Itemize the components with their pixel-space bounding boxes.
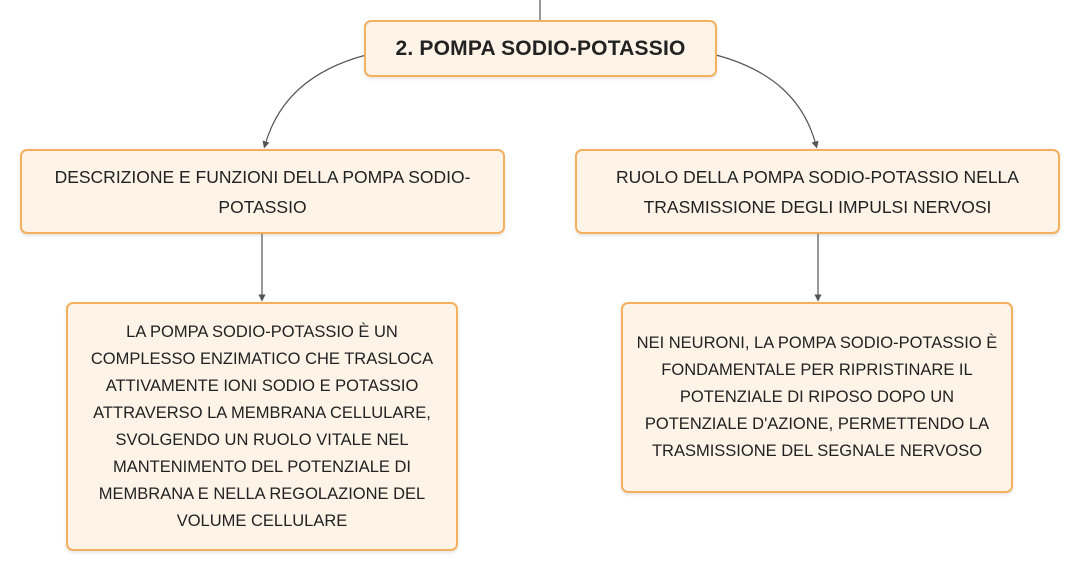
- root-node-label: 2. POMPA SODIO-POTASSIO: [395, 36, 686, 60]
- connector-root-to-branch-1: [265, 55, 366, 145]
- branch-node-description-label: DESCRIZIONE E FUNZIONI DELLA POMPA SODIO-POTASSIO: [54, 166, 471, 217]
- detail-node-nerve-impulse-role-text: NEI NEURONI, LA POMPA SODIO-POTASSIO È FONDAMENTALE PER RIPRISTINARE IL POTENZIALE DI RIPOSO DOPO UN POTENZIALE D'AZIONE, PERMETTENDO LA TRASMISSIONE DEL SEGNALE NERVOSO: [636, 334, 998, 460]
- detail-node-description-text: LA POMPA SODIO-POTASSIO È UN COMPLESSO ENZIMATICO CHE TRASLOCA ATTIVAMENTE IONI SODIO E POTASSIO ATTRAVERSO LA MEMBRANA CELLULARE, SVOLGENDO UN RUOLO VITALE NEL MANTENIMENTO DEL POTENZIALE DI MEMBRANA E NELLA REGOLAZIONE DEL VOLUME CELLULARE: [90, 322, 434, 530]
- detail-node-description[interactable]: [66, 302, 458, 551]
- connector-root-to-branch-2: [716, 55, 816, 145]
- detail-node-nerve-impulse-role[interactable]: [621, 302, 1013, 493]
- branch-node-nerve-impulse-role[interactable]: [575, 149, 1060, 234]
- root-node[interactable]: [364, 20, 717, 77]
- branch-node-nerve-impulse-role-label: RUOLO DELLA POMPA SODIO-POTASSIO NELLA TRASMISSIONE DEGLI IMPULSI NERVOSI: [616, 166, 1019, 217]
- branch-node-description[interactable]: [20, 149, 505, 234]
